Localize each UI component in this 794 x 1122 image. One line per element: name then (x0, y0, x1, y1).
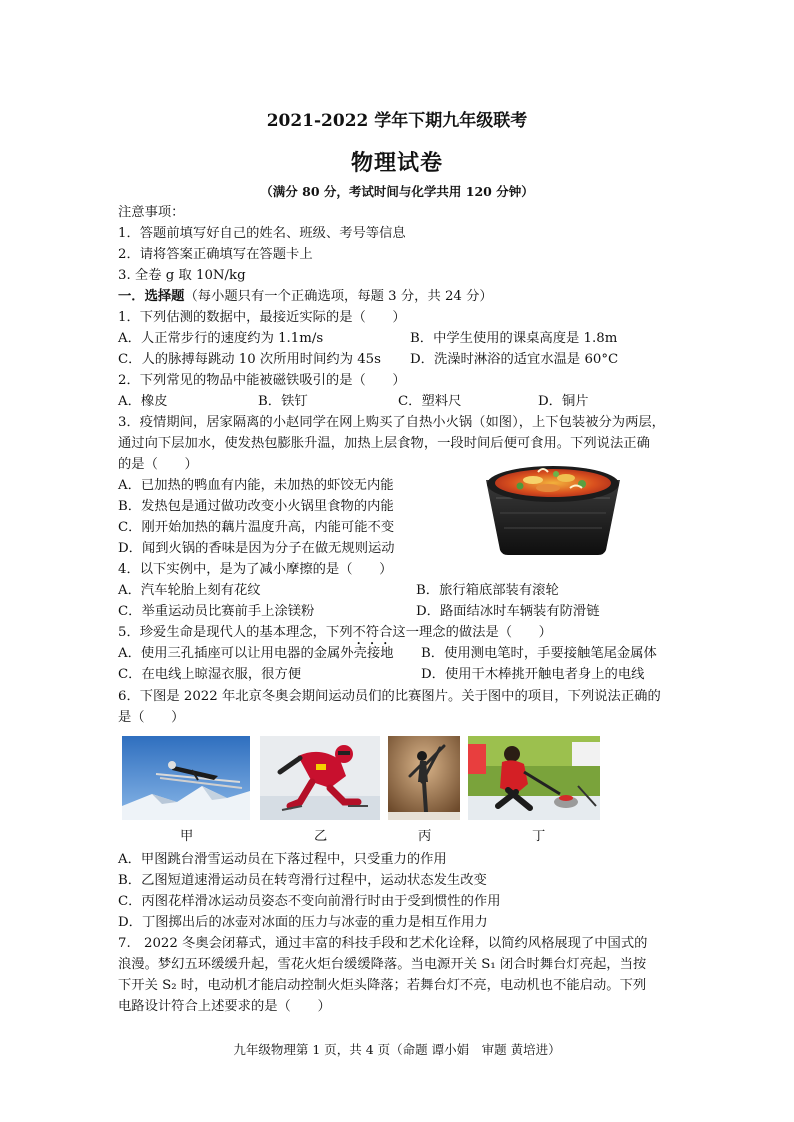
q6-stem: 是（ ） (118, 710, 185, 725)
q1-option-d: D．洗澡时淋浴的适宜水温是 60°C (410, 352, 619, 367)
q5-stem-emphasis: 不符合 (352, 625, 393, 640)
notes-heading: 注意事项： (118, 205, 185, 220)
q7-stem: 7. 2022 冬奥会闭幕式，通过丰富的科技手段和艺术化诠释，以简约风格展现了中国式的 (118, 936, 648, 951)
q7-stem: 下开关 S₂ 时，电动机才能启动控制火炬头降落；若舞台灯不亮，电动机也不能启动。下列 (118, 978, 647, 993)
figure-skating-photo (388, 736, 460, 820)
note-item: 1．答题前填写好自己的姓名、班级、考号等信息 (118, 226, 406, 241)
q3-option-c: C．刚开始加热的藕片温度升高，内能可能不变 (118, 520, 395, 535)
q5-option-d: D．使用干木棒挑开触电者身上的电线 (421, 667, 645, 682)
section-label: 一．选择题 (118, 289, 185, 304)
q7-stem: 电路设计符合上述要求的是（ ） (118, 999, 331, 1014)
photo-caption: 丙 (418, 829, 432, 844)
q4-stem: 4．以下实例中，是为了减小摩擦的是（ ） (118, 562, 393, 577)
q3-stem: 通过向下层加水，使发热包膨胀升温，加热上层食物，一段时间后便可食用。下列说法正确 (118, 436, 650, 451)
q5-option-a: A．使用三孔插座可以让用电器的金属外壳接地 (118, 646, 394, 661)
q5-stem-post: 这一理念的做法是（ ） (392, 625, 552, 640)
exam-info: （满分 80 分，考试时间与化学共用 120 分钟） (260, 184, 534, 199)
photo-caption: 丁 (532, 829, 546, 844)
q6-option-d: D．丁图掷出后的冰壶对冰面的压力与冰壶的重力是相互作用力 (118, 915, 488, 930)
section-heading (118, 288, 493, 306)
q4-option-a: A．汽车轮胎上刻有花纹 (118, 583, 261, 598)
q4-option-b: B．旅行箱底部装有滚轮 (416, 583, 559, 598)
q5-stem-pre: 5．珍爱生命是现代人的基本理念，下列 (118, 625, 353, 640)
exam-title: 2021-2022 学年下期九年级联考 (266, 111, 528, 131)
q3-stem: 的是（ ） (118, 457, 198, 472)
q3-option-d: D．闻到火锅的香味是因为分子在做无规则运动 (118, 541, 395, 556)
q1-option-a: A．人正常步行的速度约为 1.1m/s (118, 331, 324, 346)
q2-option-b: B．铁钉 (258, 394, 308, 409)
q6-stem: 6．下图是 2022 年北京冬奥会期间运动员们的比赛图片。关于图中的项目，下列说法正确的 (118, 689, 661, 704)
note-item: 2．请将答案正确填写在答题卡上 (118, 247, 313, 262)
q3-stem: 3．疫情期间，居家隔离的小赵同学在网上购买了自热小火锅（如图），上下包装被分为两层， (118, 415, 665, 430)
q3-option-b: B．发热包是通过做功改变小火锅里食物的内能 (118, 499, 394, 514)
hotpot-image (478, 458, 628, 558)
q1-option-b: B．中学生使用的课桌高度是 1.8m (410, 331, 618, 346)
curling-photo (468, 736, 600, 820)
q2-option-c: C．塑料尺 (398, 394, 462, 409)
note-item: 3. 全卷 g 取 10N/kg (118, 268, 246, 283)
q7-stem: 浪漫。梦幻五环缓缓升起，雪花火炬台缓缓降落。当电源开关 S₁ 闭合时舞台灯亮起，当按 (118, 957, 647, 972)
q6-option-b: B．乙图短道速滑运动员在转弯滑行过程中，运动状态发生改变 (118, 873, 487, 888)
ski-jump-photo (122, 736, 250, 820)
q1-stem: 1．下列估测的数据中，最接近实际的是（ ） (118, 310, 406, 325)
q5-option-b: B．使用测电笔时，手要接触笔尾金属体 (421, 646, 657, 661)
q2-option-d: D．铜片 (538, 394, 589, 409)
q6-option-a: A．甲图跳台滑雪运动员在下落过程中，只受重力的作用 (118, 852, 447, 867)
speed-skating-photo (260, 736, 380, 820)
q4-option-d: D．路面结冰时车辆装有防滑链 (416, 604, 600, 619)
q5-option-c: C．在电线上晾湿衣服，很方便 (118, 667, 302, 682)
q4-option-c: C．举重运动员比赛前手上涂镁粉 (118, 604, 315, 619)
section-desc: （每小题只有一个正确选项，每题 3 分，共 24 分） (184, 289, 493, 304)
q6-option-c: C．丙图花样滑冰运动员姿态不变向前滑行时由于受到惯性的作用 (118, 894, 501, 909)
photo-caption: 甲 (180, 829, 194, 844)
exam-subject: 物理试卷 (350, 150, 443, 176)
photo-caption: 乙 (314, 829, 328, 844)
q1-option-c: C．人的脉搏每跳动 10 次所用时间约为 45s (118, 352, 381, 367)
q3-option-a: A．已加热的鸭血有内能，未加热的虾饺无内能 (118, 478, 394, 493)
q2-stem: 2．下列常见的物品中能被磁铁吸引的是（ ） (118, 373, 406, 388)
page-footer: 九年级物理第 1 页，共 4 页（命题 谭小娟 审题 黄培进） (233, 1042, 561, 1057)
q2-option-a: A．橡皮 (118, 394, 168, 409)
